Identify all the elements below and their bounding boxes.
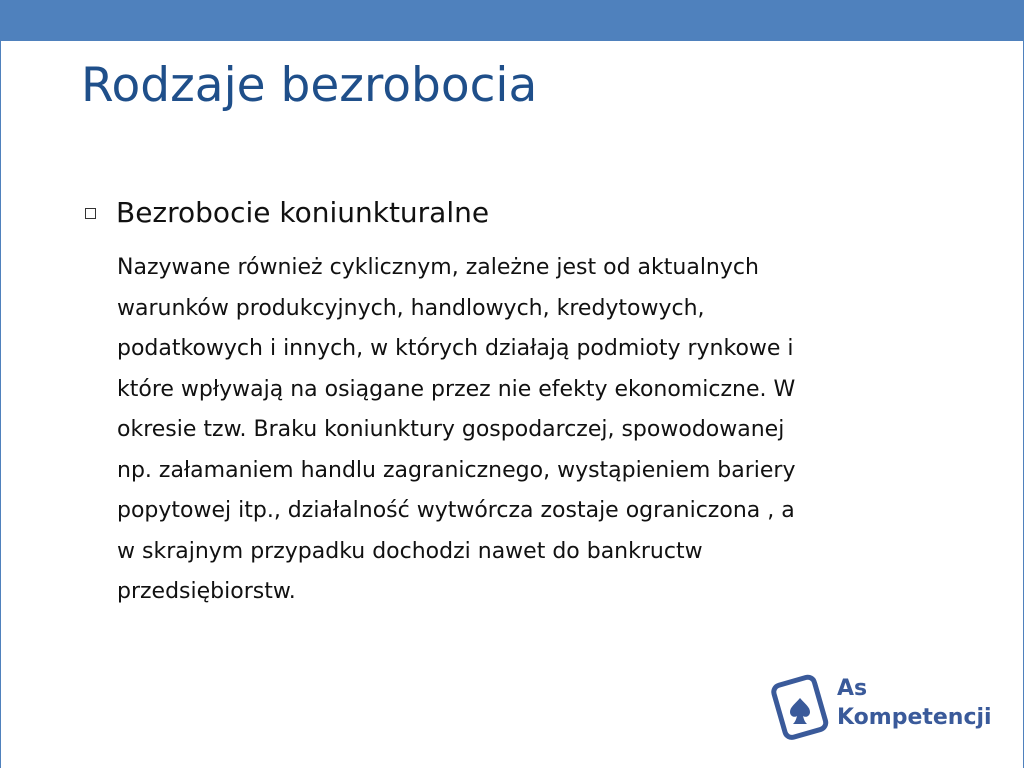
body-line: przedsiębiorstw. [117, 579, 296, 604]
bullet-heading: Bezrobocie koniunkturalne [116, 195, 490, 229]
body-line: okresie tzw. Braku koniunktury gospodarczej, spowodowanej [117, 417, 785, 442]
logo-text [837, 674, 992, 732]
body-line: popytowej itp., działalność wytwórcza zostaje ograniczona , a [117, 498, 795, 523]
card-spade-logo-icon [769, 670, 833, 746]
body-line: np. załamaniem handlu zagranicznego, wystąpieniem bariery [117, 457, 796, 483]
body-line: Nazywane również cyklicznym, zależne jest od aktualnych [117, 255, 759, 280]
logo-line-2: Kompetencji [837, 705, 992, 730]
bullet-item [81, 192, 489, 232]
top-accent-bar [1, 0, 1024, 41]
body-line: w skrajnym przypadku dochodzi nawet do bankructw [117, 538, 703, 564]
bullet-body [117, 248, 977, 613]
logo-line-1: As [837, 676, 868, 701]
body-line: warunków produkcyjnych, handlowych, kredytowych, [117, 295, 705, 321]
slide-title: Rodzaje bezrobocia [81, 58, 538, 113]
body-line: podatkowych i innych, w których działają podmioty rynkowe i [117, 336, 794, 361]
as-kompetencji-logo [769, 670, 999, 750]
square-bullet-icon [85, 208, 96, 219]
body-line: które wpływają na osiągane przez nie efekty ekonomiczne. W [117, 376, 796, 402]
